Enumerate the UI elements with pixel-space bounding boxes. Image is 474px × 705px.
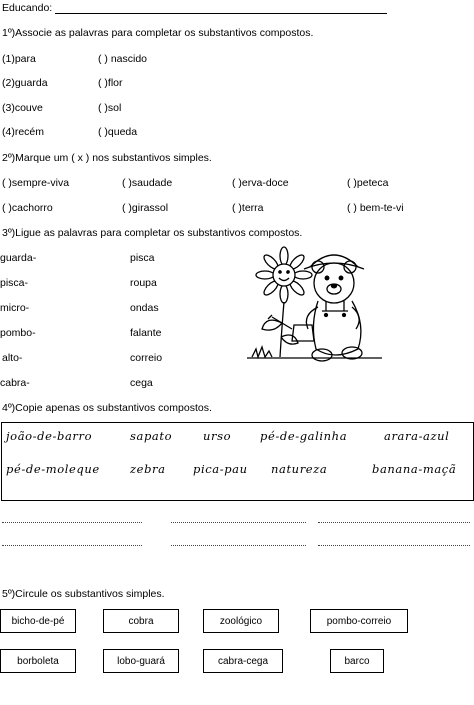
- q1-right-3[interactable]: ( )sol: [98, 102, 122, 114]
- q3-right-1: pisca: [130, 252, 155, 264]
- q5-word-zoologico[interactable]: zoológico: [203, 609, 279, 633]
- bear-sunflower-illustration: [242, 245, 392, 395]
- answer-line[interactable]: [2, 545, 142, 546]
- q3-left-4: pombo-: [0, 327, 36, 339]
- q1-right-4[interactable]: ( )queda: [98, 126, 138, 138]
- q2-opt-girassol[interactable]: ( )girassol: [122, 202, 169, 214]
- q4-title: 4º)Copie apenas os substantivos compostos.: [2, 402, 212, 414]
- student-name-line[interactable]: [55, 13, 387, 14]
- q5-word-cobra[interactable]: cobra: [103, 609, 179, 633]
- answer-line[interactable]: [318, 545, 470, 546]
- q2-opt-sempre-viva[interactable]: ( )sempre-viva: [2, 177, 70, 189]
- q1-left-4: (4)recém: [2, 126, 45, 138]
- q1-left-1: (1)para: [2, 53, 36, 65]
- student-name-label: Educando:: [2, 2, 53, 14]
- q5-word-cabra-cega[interactable]: cabra-cega: [203, 649, 283, 673]
- q3-left-2: pisca-: [0, 277, 29, 289]
- q3-right-3: ondas: [130, 302, 159, 314]
- q2-opt-peteca[interactable]: ( )peteca: [347, 177, 389, 189]
- q5-word-bicho-de-pe[interactable]: bicho-de-pé: [0, 609, 76, 633]
- q3-left-1: guarda-: [0, 252, 37, 264]
- q5-title: 5º)Circule os substantivos simples.: [2, 588, 165, 600]
- q2-opt-saudade[interactable]: ( )saudade: [122, 177, 173, 189]
- answer-line[interactable]: [318, 522, 470, 523]
- answer-line[interactable]: [171, 545, 306, 546]
- q4-word-sapato: sapato: [130, 429, 173, 443]
- q5-word-pombo-correio[interactable]: pombo-correio: [310, 609, 408, 633]
- q3-left-3: micro-: [0, 302, 30, 314]
- answer-line[interactable]: [2, 522, 142, 523]
- q3-right-6: cega: [130, 377, 153, 389]
- q4-word-pe-de-galinha: pé-de-galinha: [260, 429, 348, 443]
- q5-word-lobo-guara[interactable]: lobo-guará: [103, 649, 179, 673]
- q4-word-pe-de-moleque: pé-de-moleque: [6, 462, 100, 476]
- answer-line[interactable]: [171, 522, 306, 523]
- q2-opt-terra[interactable]: ( )terra: [232, 202, 264, 214]
- q4-word-pica-pau: pica-pau: [193, 462, 248, 476]
- q2-opt-bem-te-vi[interactable]: ( ) bem-te-vi: [347, 202, 404, 214]
- q2-opt-erva-doce[interactable]: ( )erva-doce: [232, 177, 289, 189]
- q3-right-4: falante: [130, 327, 162, 339]
- q3-right-5: correio: [130, 352, 163, 364]
- q1-left-3: (3)couve: [2, 102, 43, 114]
- q3-right-2: roupa: [130, 277, 157, 289]
- q1-left-2: (2)guarda: [2, 77, 48, 89]
- q4-word-joao-de-barro: joão-de-barro: [6, 429, 93, 443]
- q1-title: 1º)Associe as palavras para completar os substantivos compostos.: [2, 27, 314, 39]
- q5-word-barco[interactable]: barco: [330, 649, 384, 673]
- q4-word-arara-azul: arara-azul: [384, 429, 450, 443]
- q3-title: 3º)Ligue as palavras para completar os substantivos compostos.: [2, 227, 303, 239]
- q1-right-1[interactable]: ( ) nascido: [98, 53, 148, 65]
- q2-opt-cachorro[interactable]: ( )cachorro: [2, 202, 53, 214]
- q2-title: 2º)Marque um ( x ) nos substantivos simples.: [2, 152, 212, 164]
- q3-left-6: cabra-: [0, 377, 30, 389]
- q3-left-5: alto-: [2, 352, 23, 364]
- q4-word-zebra: zebra: [130, 462, 166, 476]
- q4-word-urso: urso: [203, 429, 232, 443]
- q4-word-natureza: natureza: [271, 462, 328, 476]
- q5-word-borboleta[interactable]: borboleta: [0, 649, 76, 673]
- q1-right-2[interactable]: ( )flor: [98, 77, 123, 89]
- q4-word-banana-maca: banana-maçã: [372, 462, 457, 476]
